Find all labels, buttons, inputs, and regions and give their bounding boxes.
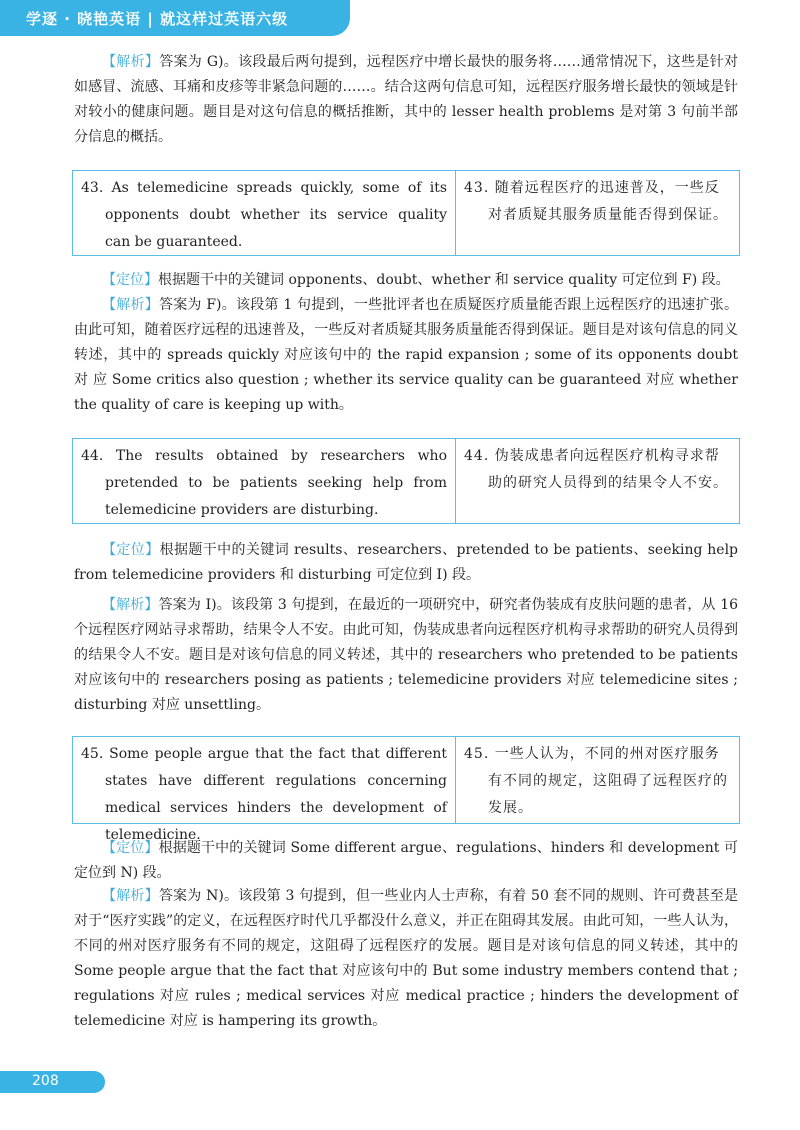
analysis-paragraph-42 [74,50,738,150]
question-english: 44. The results obtained by researchers who pretended to be patients seeking help from telemedicine providers are disturbing. [73,439,456,523]
locate-paragraph-44 [74,538,738,588]
locate-text: 根据题干中的关键词 Some different argue、regulations、hinders 和 development 可定位到 N) 段。 [74,840,738,881]
analysis-paragraph-44 [74,593,738,718]
question-box-44 [72,438,740,524]
locate-paragraph-45 [74,836,738,886]
analysis-text: 答案为 N)。该段第 3 句提到，但一些业内人士声称，有着 50 套不同的规则、许可费甚至是对于“医疗实践”的定义，在远程医疗时代几乎都没什么意义，并正在阻碍其发展。由此可知，一些人认为，不同的州对医疗服务有不同的规定，这阻碍了远程医疗的发展。题目是对该句信息的同义转述，其中的 Some people argue that the fact that 对应该句中的 But some industry members contend that ; regulations 对应 rules ; medical services 对应 medical practice ; hinders the development of telemedicine 对应 is hampering its growth。 [74,888,738,1029]
locate-paragraph-43 [74,268,738,293]
analysis-paragraph-45 [74,884,738,1034]
question-english: 43. As telemedicine spreads quickly, some of its opponents doubt whether its service quality can be guaranteed. [73,171,456,255]
header-title: 学逐 · 晓艳英语 | 就这样过英语六级 [26,10,289,28]
analysis-text: 答案为 F)。该段第 1 句提到，一些批评者也在质疑医疗质量能否跟上远程医疗的迅速扩张。由此可知，随着医疗远程的迅速普及，一些反对者质疑其服务质量能否得到保证。题目是对该句信息的同义转述，其中的 spreads quickly 对应该句中的 the rapid expansion ; some of its opponents doubt 对 应 Some critics also question ; whether its service quality can be guaranteed 对应 whether the quality of care is keeping up with。 [74,297,739,413]
locate-tag: 【定位】 [102,542,160,558]
locate-text: 根据题干中的关键词 opponents、doubt、whether 和 service quality 可定位到 F) 段。 [158,272,730,288]
question-box-43 [72,170,740,256]
page-number-band [0,1071,105,1093]
question-chinese: 45. 一些人认为，不同的州对医疗服务有不同的规定，这阻碍了远程医疗的发展。 [464,746,728,816]
locate-tag: 【定位】 [102,272,158,288]
page-number: 208 [32,1073,59,1089]
header-band [0,0,350,36]
analysis-text: 答案为 G)。该段最后两句提到，远程医疗中增长最快的服务将……通常情况下，这些是针对如感冒、流感、耳痛和皮疹等非紧急问题的……。结合这两句信息可知，远程医疗服务增长最快的领域是针对较小的健康问题。题目是对这句信息的概括推断，其中的 lesser health problems 是对第 3 句前半部分信息的概括。 [74,54,739,145]
analysis-paragraph-43 [74,293,738,418]
question-english: 45. Some people argue that the fact that different states have different regulations concerning medical services hinders the development of telemedicine. [73,737,456,823]
locate-text: 根据题干中的关键词 results、researchers、pretended to be patients、seeking help from telemedicine providers 和 disturbing 可定位到 I) 段。 [74,542,739,583]
analysis-tag: 【解析】 [102,54,160,70]
locate-tag: 【定位】 [102,840,159,856]
analysis-text: 答案为 I)。该段第 3 句提到，在最近的一项研究中，研究者伪装成有皮肤问题的患者，从 16 个远程医疗网站寻求帮助，结果令人不安。由此可知，伪装成患者向远程医疗机构寻求帮助的研究人员得到的结果令人不安。题目是对该句信息的同义转述，其中的 researchers who pretended to be patients 对应该句中的 researchers posing as patients ; telemedicine providers 对应 telemedicine sites ; disturbing 对应 unsettling。 [74,597,739,713]
question-box-45 [72,736,740,843]
question-chinese: 43. 随着远程医疗的迅速普及，一些反对者质疑其服务质量能否得到保证。 [464,180,728,223]
analysis-tag: 【解析】 [102,297,159,313]
question-chinese: 44. 伪装成患者向远程医疗机构寻求帮助的研究人员得到的结果令人不安。 [464,448,728,491]
analysis-tag: 【解析】 [102,888,159,904]
analysis-tag: 【解析】 [102,597,159,613]
